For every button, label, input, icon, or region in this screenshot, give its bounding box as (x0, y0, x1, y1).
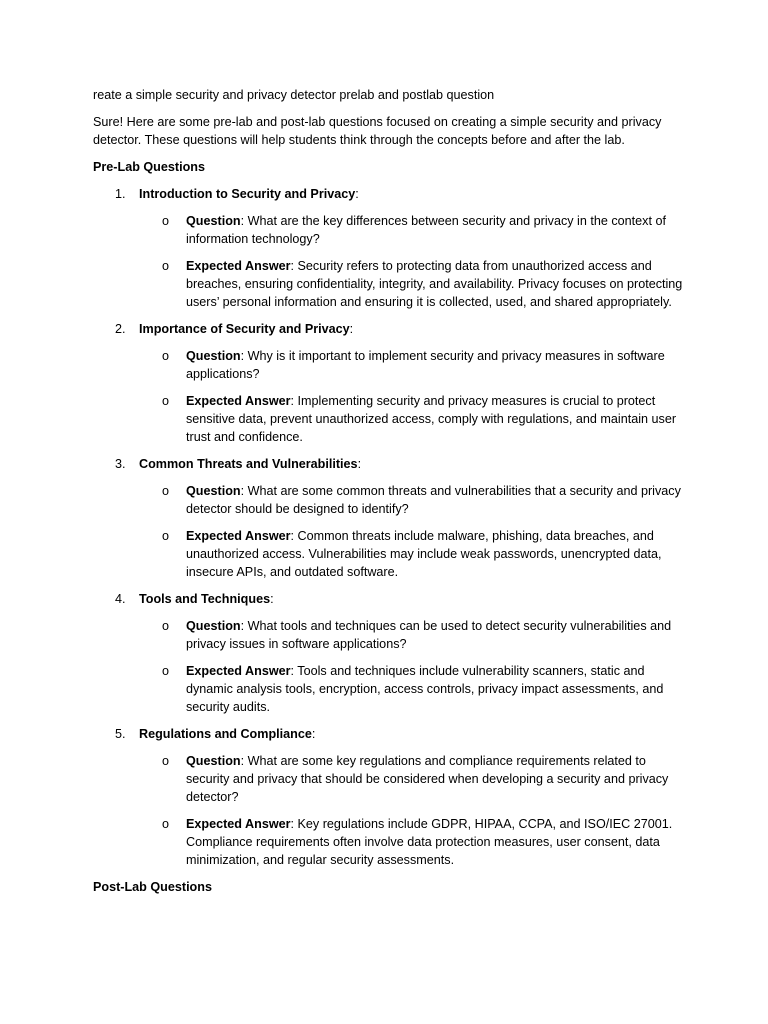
bullet-marker: o (162, 619, 170, 633)
prelab-topic: 4. Tools and Techniques: (115, 592, 274, 606)
item-text: : Common threats include malware, phishing, data breaches, and unauthorized access. Vulnerabilities may include weak passwords, unencrypted data, insecure APIs, and outdated software. (186, 529, 662, 579)
topic-title: Introduction to Security and Privacy (139, 187, 356, 201)
item-label: Expected Answer (186, 529, 291, 543)
item-label: Expected Answer (186, 817, 291, 831)
item-text: : Why is it important to implement security and privacy measures in software applications? (186, 349, 665, 381)
prelab-topic: 1. Introduction to Security and Privacy: (115, 187, 359, 201)
answer-item (93, 662, 683, 716)
topic-number: 4. (115, 592, 126, 606)
topic-number: 1. (115, 187, 126, 201)
item-text: : Security refers to protecting data from unauthorized access and breaches, ensuring confidentiality, integrity, and availability. Privacy focuses on protecting users’ personal information and ensuring it is collected, used, and shared appropriately. (186, 259, 683, 309)
item-label: Question (186, 349, 241, 363)
bullet-marker: o (162, 349, 170, 363)
item-text: : Key regulations include GDPR, HIPAA, CCPA, and ISO/IEC 27001. Compliance requirements often involve data protection measures, user consent, data minimization, and regular security assessments. (186, 817, 673, 867)
item-label: Question (186, 484, 241, 498)
item-label: Expected Answer (186, 259, 291, 273)
answer-item (93, 257, 683, 311)
topic-number: 5. (115, 727, 126, 741)
document-page (93, 86, 683, 905)
prelab-topic: 2. Importance of Security and Privacy: (115, 322, 354, 336)
topic-number: 3. (115, 457, 126, 471)
question-item (93, 617, 683, 653)
response-intro: Sure! Here are some pre-lab and post-lab questions focused on creating a simple security and privacy detector. These questions will help students think through the concepts before and after the lab. (93, 115, 662, 147)
question-item (93, 752, 683, 806)
postlab-heading: Post-Lab Questions (93, 880, 212, 894)
item-label: Question (186, 214, 241, 228)
answer-item (93, 527, 683, 581)
prelab-topic: 3. Common Threats and Vulnerabilities: (115, 457, 362, 471)
item-text: : Tools and techniques include vulnerability scanners, static and dynamic analysis tools, encryption, access controls, privacy impact assessments, and security audits. (186, 664, 664, 714)
item-text: : Implementing security and privacy measures is crucial to protect sensitive data, prevent unauthorized access, comply with regulations, and maintain user trust and confidence. (186, 394, 677, 444)
answer-item (93, 392, 683, 446)
topic-number: 2. (115, 322, 126, 336)
prompt-text: reate a simple security and privacy detector prelab and postlab question (93, 88, 495, 102)
item-label: Question (186, 754, 241, 768)
topic-title: Common Threats and Vulnerabilities (139, 457, 358, 471)
item-text: : What tools and techniques can be used to detect security vulnerabilities and privacy issues in software applications? (186, 619, 672, 651)
item-label: Expected Answer (186, 664, 291, 678)
item-text: : What are some key regulations and compliance requirements related to security and privacy that should be considered when developing a security and privacy detector? (186, 754, 669, 804)
bullet-marker: o (162, 754, 170, 768)
bullet-marker: o (162, 817, 170, 831)
bullet-marker: o (162, 214, 170, 228)
topic-title: Importance of Security and Privacy (139, 322, 350, 336)
bullet-marker: o (162, 484, 170, 498)
bullet-marker: o (162, 259, 170, 273)
item-text: : What are some common threats and vulnerabilities that a security and privacy detector should be designed to identify? (186, 484, 681, 516)
question-item (93, 347, 683, 383)
bullet-marker: o (162, 394, 170, 408)
bullet-marker: o (162, 529, 170, 543)
topic-title: Regulations and Compliance (139, 727, 312, 741)
item-label: Question (186, 619, 241, 633)
topic-title: Tools and Techniques (139, 592, 271, 606)
prelab-topic: 5. Regulations and Compliance: (115, 727, 316, 741)
item-text: : What are the key differences between security and privacy in the context of information technology? (186, 214, 666, 246)
item-label: Expected Answer (186, 394, 291, 408)
question-item (93, 212, 683, 248)
answer-item (93, 815, 683, 869)
question-item (93, 482, 683, 518)
prelab-heading: Pre-Lab Questions (93, 160, 205, 174)
bullet-marker: o (162, 664, 170, 678)
